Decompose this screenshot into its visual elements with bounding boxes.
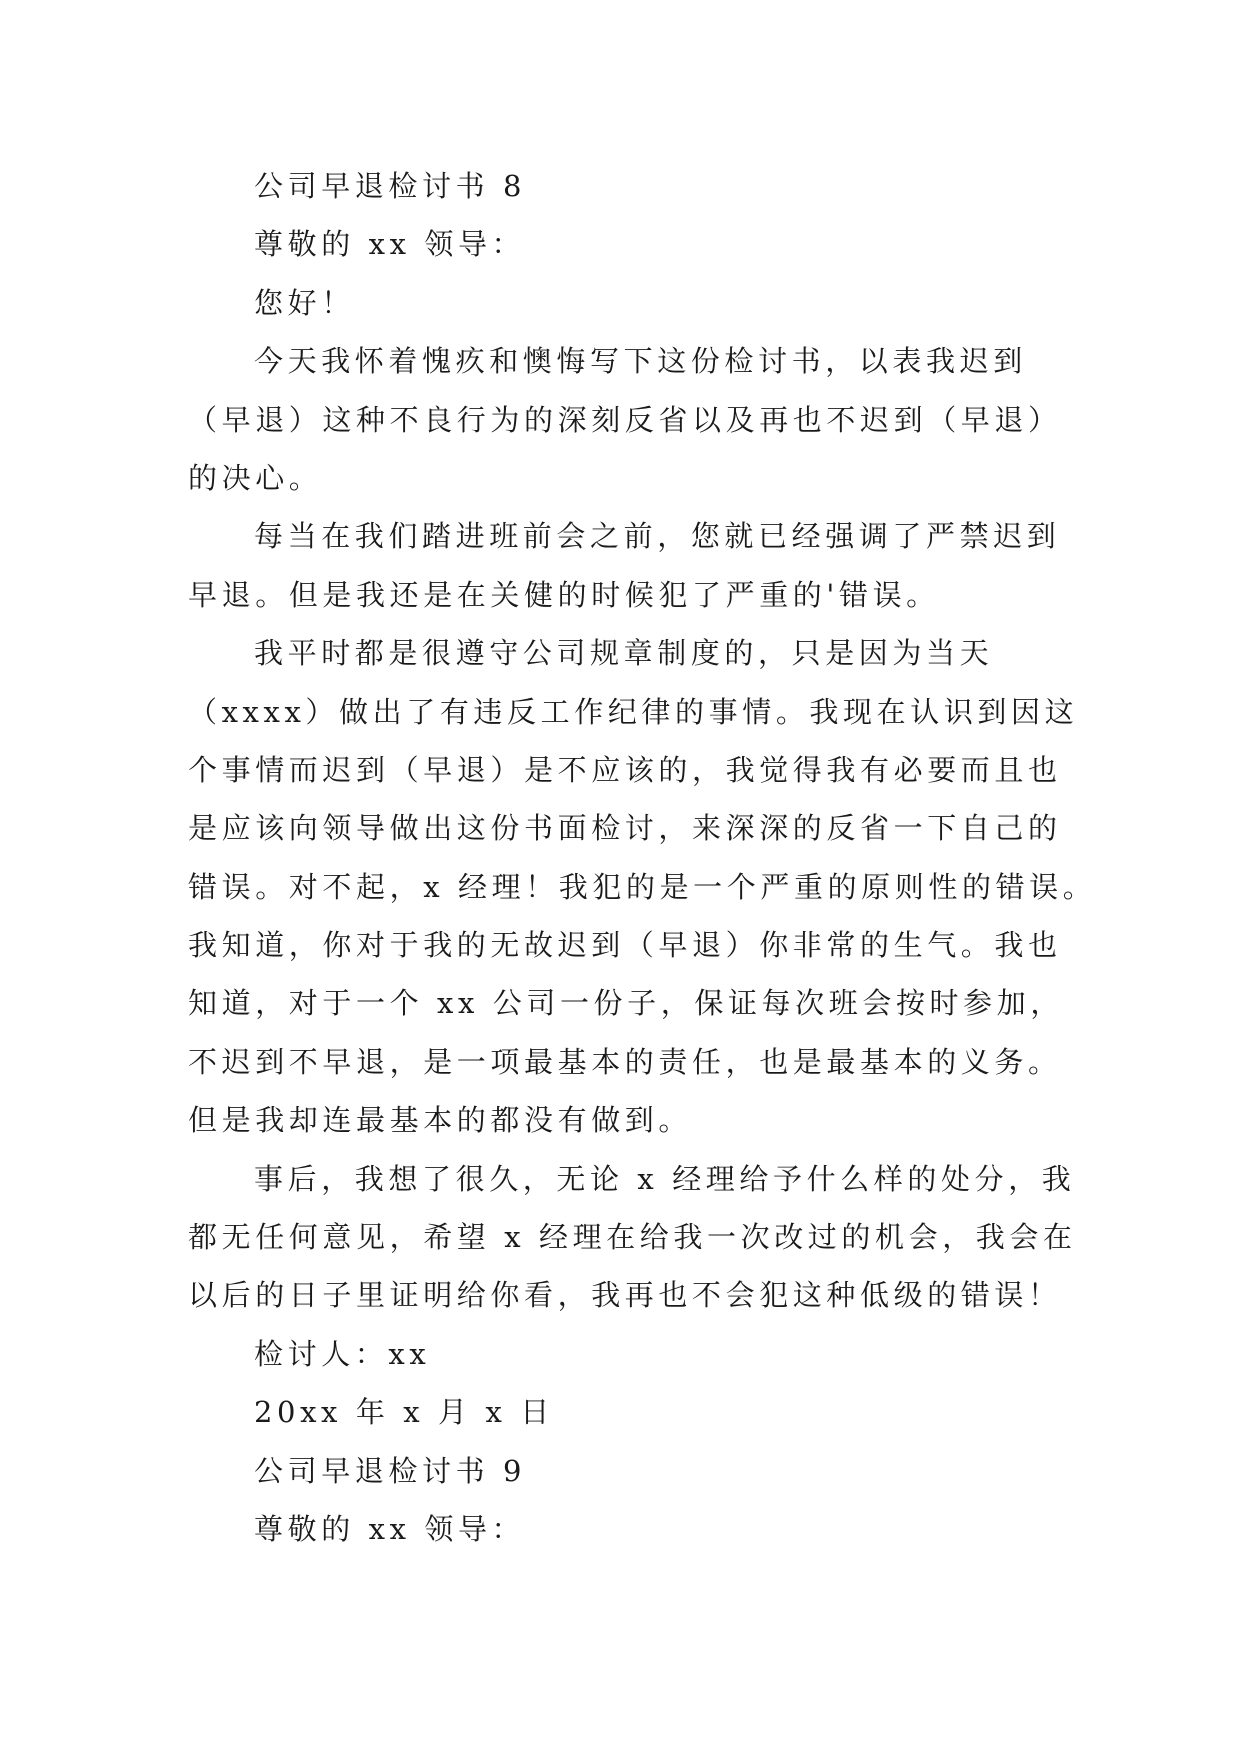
paragraph-line: 是应该向领导做出这份书面检讨，来深深的反省一下自己的 — [188, 811, 1062, 846]
paragraph-line: 都无任何意见，希望 x 经理在给我一次改过的机会，我会在 — [188, 1220, 1077, 1255]
paragraph-line: 今天我怀着愧疚和懊悔写下这份检讨书，以表我迟到 — [254, 344, 1027, 379]
paragraph-line: （xxxx）做出了有违反工作纪律的事情。我现在认识到因这 — [188, 694, 1079, 729]
paragraph-line: 事后，我想了很久，无论 x 经理给予什么样的处分，我 — [254, 1161, 1076, 1196]
paragraph-line: 我平时都是很遵守公司规章制度的，只是因为当天 — [254, 636, 994, 671]
doc-title: 公司早退检讨书 8 — [254, 169, 527, 203]
paragraph-line: 的决心。 — [188, 460, 323, 495]
document-body — [188, 157, 1097, 1558]
paragraph-line: 以后的日子里证明给你看，我再也不会犯这种低级的错误！ — [188, 1278, 1062, 1313]
paragraph-line: 每当在我们踏进班前会之前，您就已经强调了严禁迟到 — [254, 519, 1061, 554]
paragraph-line: 错误。对不起，x 经理！我犯的是一个严重的原则性的错误。 — [188, 869, 1097, 904]
doc-title: 公司早退检讨书 9 — [254, 1453, 527, 1488]
signature: 检讨人：xx — [254, 1336, 431, 1371]
paragraph-line: 不迟到不早退，是一项最基本的责任，也是最基本的义务。 — [188, 1044, 1062, 1079]
paragraph-line: 个事情而迟到（早退）是不应该的，我觉得我有必要而且也 — [188, 752, 1062, 787]
paragraph-line: 我知道，你对于我的无故迟到（早退）你非常的生气。我也 — [188, 928, 1062, 963]
paragraph-line: 但是我却连最基本的都没有做到。 — [188, 1103, 693, 1138]
salutation: 尊敬的 xx 领导： — [254, 1511, 526, 1546]
paragraph-line: （早退）这种不良行为的深刻反省以及再也不迟到（早退） — [188, 402, 1062, 437]
greeting: 您好！ — [254, 285, 355, 320]
salutation: 尊敬的 xx 领导： — [254, 227, 526, 262]
paragraph-line: 知道，对于一个 xx 公司一份子，保证每次班会按时参加， — [188, 986, 1064, 1021]
date: 20xx 年 x 月 x 日 — [254, 1395, 554, 1430]
paragraph-line: 早退。但是我还是在关健的时候犯了严重的'错误。 — [188, 577, 940, 612]
